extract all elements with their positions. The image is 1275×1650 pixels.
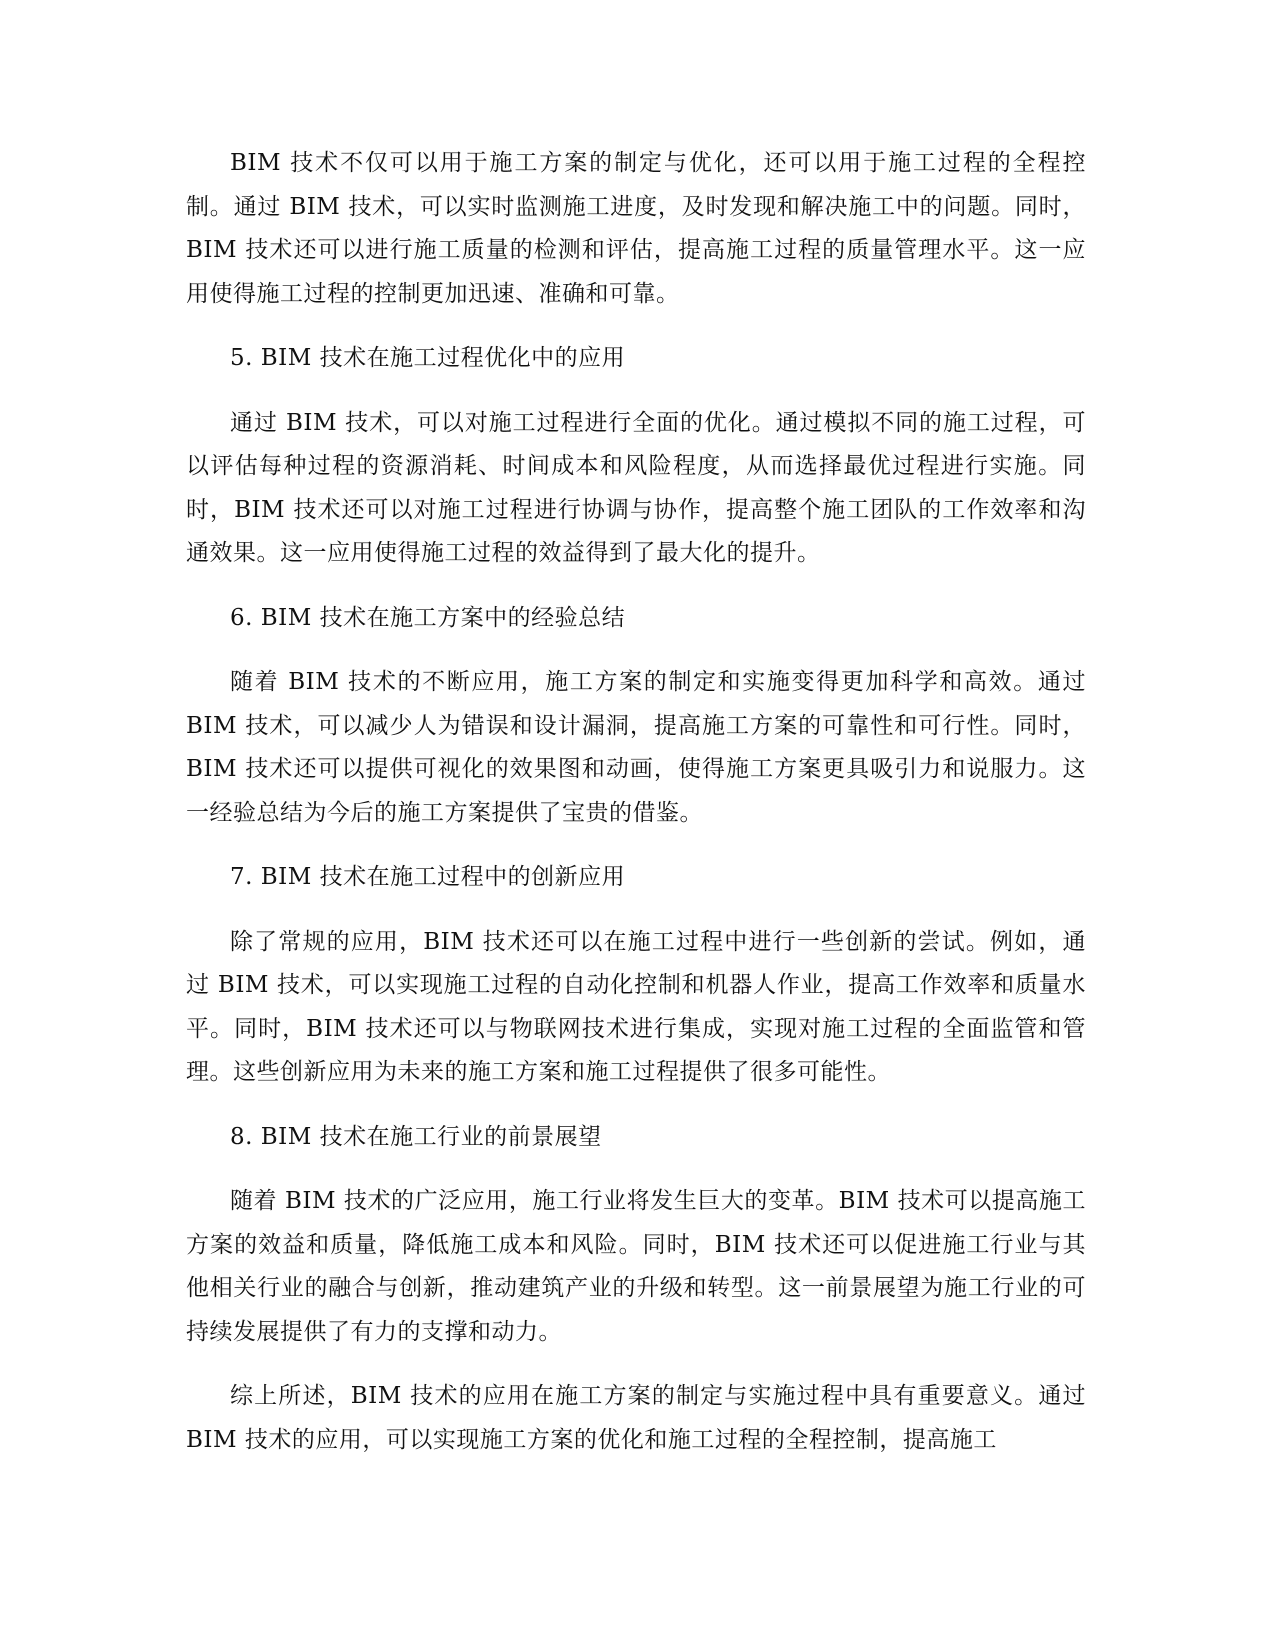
paragraph-conclusion: 综上所述，BIM 技术的应用在施工方案的制定与实施过程中具有重要意义。通过 BIM 技术的应用，可以实现施工方案的优化和施工过程的全程控制，提高施工 — [186, 1383, 1086, 1453]
paragraph-process-optimization: 通过 BIM 技术，可以对施工过程进行全面的优化。通过模拟不同的施工过程，可以评估每种过程的资源消耗、时间成本和风险程度，从而选择最优过程进行实施。同时，BIM 技术还可以对施工过程进行协调与协作，提高整个施工团队的工作效率和沟通效果。这一应用使得施工过程的效益得到了最大化的提升。 — [186, 409, 1086, 566]
paragraph-industry-outlook: 随着 BIM 技术的广泛应用，施工行业将发生巨大的变革。BIM 技术可以提高施工方案的效益和质量，降低施工成本和风险。同时，BIM 技术还可以促进施工行业与其他相关行业的融合与创新，推动建筑产业的升级和转型。这一前景展望为施工行业的可持续发展提供了有力的支撑和动力。 — [186, 1188, 1086, 1345]
paragraph-innovative-application: 除了常规的应用，BIM 技术还可以在施工过程中进行一些创新的尝试。例如，通过 BIM 技术，可以实现施工过程的自动化控制和机器人作业，提高工作效率和质量水平。同时，BIM 技术还可以与物联网技术进行集成，实现对施工过程的全面监管和管理。这些创新应用为未来的施工方案和施工过程提供了很多可能性。 — [186, 928, 1086, 1085]
section-heading-5: 5. BIM 技术在施工过程优化中的应用 — [230, 345, 626, 371]
document-body — [186, 142, 1086, 1483]
paragraph-experience-summary: 随着 BIM 技术的不断应用，施工方案的制定和实施变得更加科学和高效。通过 BIM 技术，可以减少人为错误和设计漏洞，提高施工方案的可靠性和可行性。同时，BIM 技术还可以提供可视化的效果图和动画，使得施工方案更具吸引力和说服力。这一经验总结为今后的施工方案提供了宝贵的借鉴。 — [186, 669, 1086, 826]
paragraph-process-control: BIM 技术不仅可以用于施工方案的制定与优化，还可以用于施工过程的全程控制。通过 BIM 技术，可以实时监测施工进度，及时发现和解决施工中的问题。同时，BIM 技术还可以进行施工质量的检测和评估，提高施工过程的质量管理水平。这一应用使得施工过程的控制更加迅速、准确和可靠。 — [186, 150, 1086, 307]
section-heading-6: 6. BIM 技术在施工方案中的经验总结 — [230, 604, 626, 631]
section-heading-8: 8. BIM 技术在施工行业的前景展望 — [230, 1123, 602, 1150]
section-heading-7: 7. BIM 技术在施工过程中的创新应用 — [230, 864, 626, 890]
